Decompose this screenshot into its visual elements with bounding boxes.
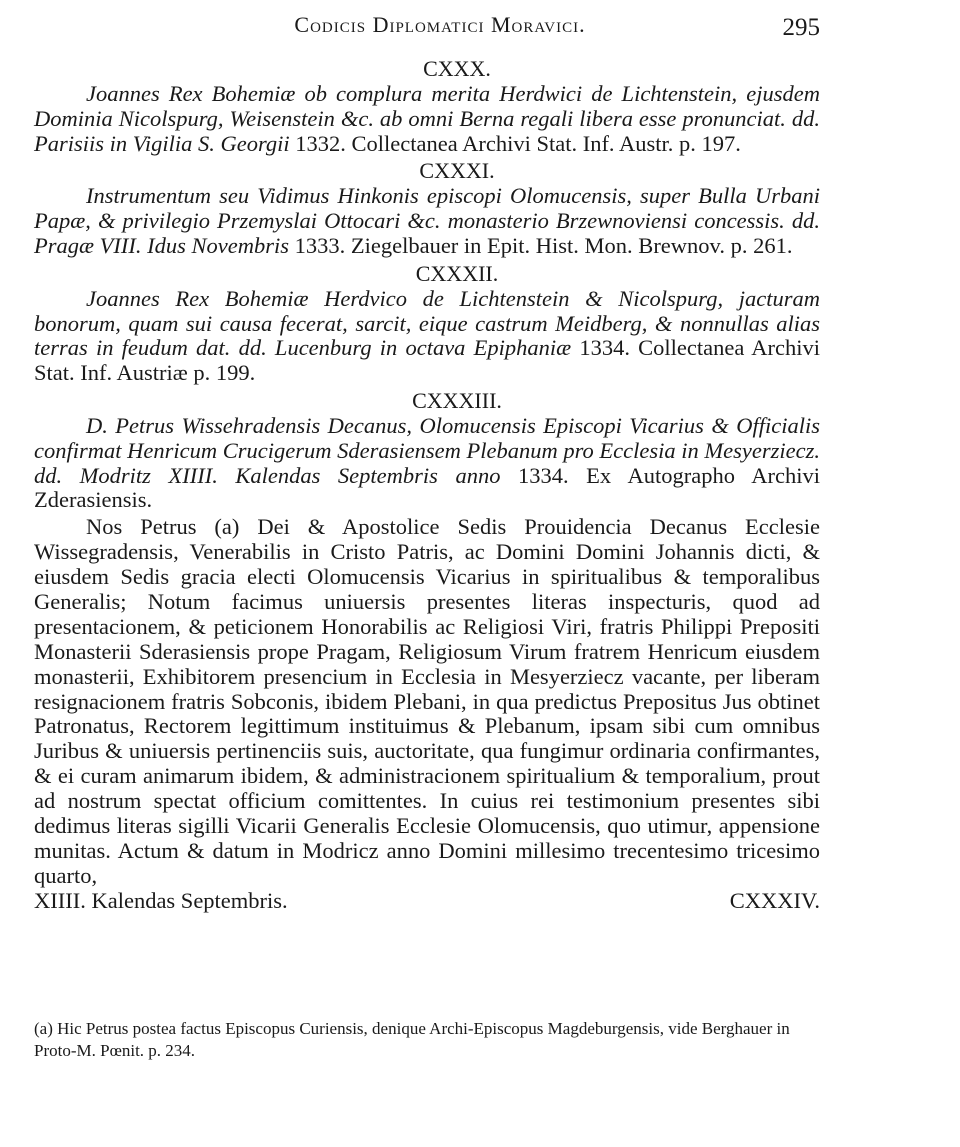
entry-cxxxii [34,261,820,386]
entry-numeral: CXXXI. [419,158,495,184]
regest-italic-text: D. Petrus Wissehradensis Decanus, Olomucensis Episcopi Vicarius & Officialis confirmat Henricum Crucigerum Sderasiensem Plebanum pro Ecclesia in Mesyerziecz. dd. Modritz XIIII. Kalendas Septembris anno [34,412,820,488]
page-header [0,12,960,46]
page-body [34,56,820,914]
footnote-text: Hic Petrus postea factus Episcopus Curiensis, denique Archi-Episcopus Magdeburgensis, vide Berghauer in Proto-M. Pœnit. p. 234. [34,1019,790,1060]
charter-closing-line [34,889,820,914]
entry-cxxx [34,56,820,156]
regest-source-text: 1332. Collectanea Archivi Stat. Inf. Austr. p. 197. [295,130,741,156]
entry-regest [34,82,820,156]
entry-regest [34,184,820,258]
entry-numeral: CXXXII. [415,260,499,286]
regest-source-text: 1334. Collectanea Archivi Stat. Inf. Austriæ p. 199. [34,335,820,386]
footnote-marker: (a) [34,1019,53,1038]
entry-regest [34,287,820,386]
entry-regest [34,414,820,513]
next-entry-numeral: CXXXIV. [729,887,820,913]
entry-cxxxiii [34,388,820,513]
entry-cxxxi [34,158,820,258]
regest-italic-text: Instrumentum seu Vidimus Hinkonis episcopi Olomucensis, super Bulla Urbani Papæ, & privilegio Przemyslai Ottocari &c. monasterio Brzewnoviensi concessis. dd. Pragæ VIII. Idus Novembris [34,183,820,258]
charter-text [34,515,820,914]
entry-numeral: CXXX. [423,56,491,81]
regest-italic-text: Joannes Rex Bohemiæ Herdvico de Lichtenstein & Nicolspurg, jacturam bonorum, quam sui causa fecerat, sarcit, eique castrum Meidberg, & nonnullas alias terras in feudum dat. dd. Lucenburg in octava Epiphaniæ [34,285,820,361]
regest-source-text: 1334. Ex Autographo Archivi Zderasiensis. [34,462,820,513]
regest-source-text: 1333. Ziegelbauer in Epit. Hist. Mon. Brewnov. p. 261. [294,232,793,258]
charter-body: Nos Petrus (a) Dei & Apostolice Sedis Prouidencia Decanus Ecclesie Wissegradensis, Venerabilis in Cristo Patris, ac Domini Domini Johannis dicti, & eiusdem Sedis gracia electi Olomucensis Vicarius in spiritualibus & temporalibus Generalis; Notum facimus uniuersis presentes literas inspecturis, quod ad presentacionem, & peticionem Honorabilis ac Religiosi Viri, fratris Philippi Prepositi Monasterii Sderasiensis prope Pragam, Religiosum Virum fratrem Henricum eiusdem monasterii, Exhibitorem presencium in Ecclesia in Mesyerziecz vacante, per liberam resignacionem fratris Sobconis, ibidem Plebani, in qua predictus Prepositus Jus obtinet Patronatus, Rectorem legittimum instituimus & Plebanum, ipsam sibi cum omnibus Juribus & uniuersis pertinenciis suis, auctoritate, qua fungimur ordinaria confirmantes, & ei curam animarum ibidem, & administracionem spiritualium & temporalium, prout ad nostrum spectat officium comittentes. In cuius rei testimonium presentes sibi dedimus literas sigilli Vicarii Generalis Ecclesie Olomucensis, quo utimur, appensione munitas. Actum & datum in Modricz anno Domini millesimo trecentesimo tricesimo quarto, [34,514,820,888]
footnote [34,1018,820,1062]
page-number: 295 [782,14,820,41]
charter-closing-date: XIIII. Kalendas Septembris. [34,887,288,913]
running-head: Codicis Diplomatici Moravici. [294,12,586,37]
entry-numeral: CXXXIII. [412,387,502,413]
regest-italic-text: Joannes Rex Bohemiæ ob complura merita Herdwici de Lichtenstein, ejusdem Dominia Nicolspurg, Weisenstein &c. ab omni Berna regali libera esse pronunciat. dd. Parisiis in Vigilia S. Georgii [34,81,820,156]
